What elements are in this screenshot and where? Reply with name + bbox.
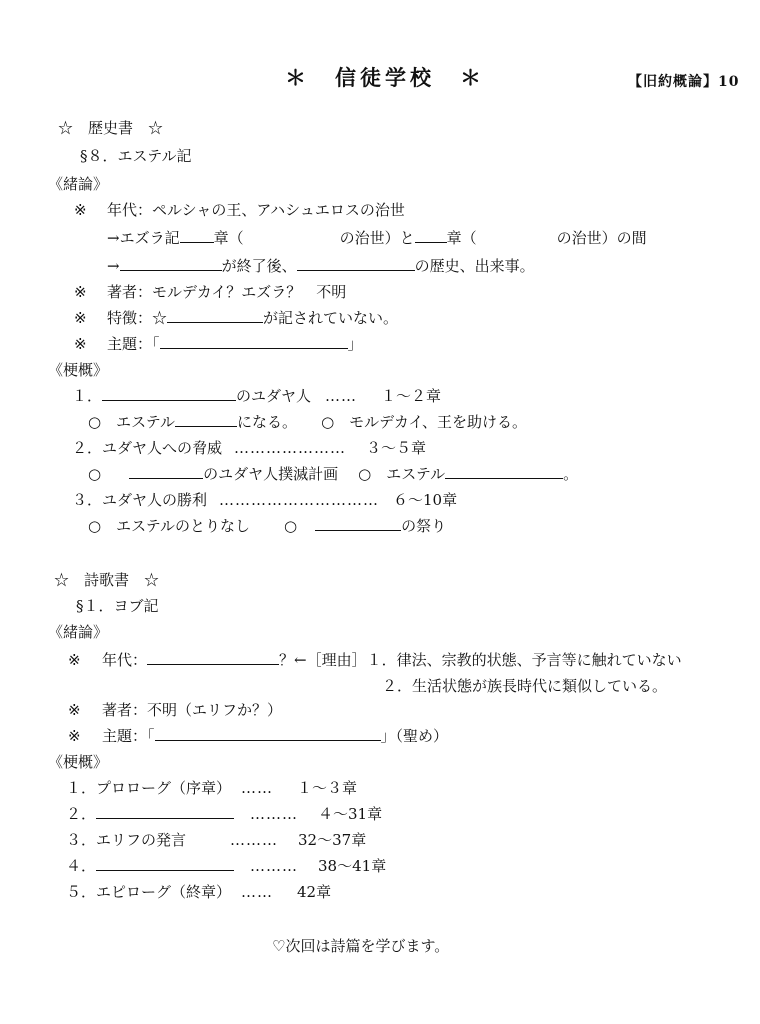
- chapter-range: ４～31章: [318, 805, 383, 823]
- outline-sub: [88, 464, 578, 484]
- job-outline-item: [66, 804, 382, 824]
- outline-text: ○ モルデカイ、王を助ける。: [321, 413, 528, 431]
- section-heading-history: ☆ 歴史書 ☆: [58, 119, 164, 137]
- blank-field[interactable]: [147, 650, 279, 665]
- outline-text: ３．ユダヤ人の勝利: [72, 491, 208, 509]
- outline-text: ２．ユダヤ人への脅威: [72, 439, 223, 457]
- blank-field[interactable]: [445, 464, 563, 479]
- chapter-range: ３～５章: [366, 439, 427, 457]
- job-outline-item: [66, 778, 357, 798]
- book-title-esther: §８．エステル記: [80, 147, 192, 165]
- job-outline-item: [66, 830, 366, 850]
- era-text: 章（: [446, 229, 477, 247]
- outline-num: １．: [72, 387, 103, 405]
- section-heading-poetry: ☆ 詩歌書 ☆: [54, 571, 160, 589]
- era-line: [102, 650, 682, 670]
- era-text: →: [107, 257, 120, 275]
- outline-text: ○: [284, 517, 298, 535]
- leader-dots: ………: [250, 857, 299, 875]
- chapter-range: 38～41章: [318, 857, 387, 875]
- blank-field[interactable]: [129, 464, 203, 479]
- chapter-range: 32～37章: [298, 831, 367, 849]
- outline-label: 《梗概》: [48, 753, 109, 771]
- era-line: 年代：ペルシャの王、アハシュエロスの治世: [107, 201, 405, 219]
- era-text: 年代：: [102, 651, 148, 669]
- era-text: の歴史、出来事。: [414, 257, 535, 275]
- chapter-range: １～３章: [297, 779, 358, 797]
- chapter-range: １～２章: [381, 387, 442, 405]
- theme-text: 主題：「: [107, 335, 160, 353]
- chapter-range: 42章: [297, 883, 332, 901]
- outline-label: 《梗概》: [48, 361, 109, 379]
- intro-label: 《緒論》: [48, 175, 109, 193]
- theme-text: 」: [347, 335, 363, 353]
- feature-line: [107, 308, 398, 328]
- feature-text: 特徴：☆: [107, 309, 168, 327]
- era-text: が終了後、: [221, 257, 297, 275]
- theme-text: 」（聖め）: [380, 727, 449, 745]
- blank-field[interactable]: [96, 804, 234, 819]
- book-title-job: §１．ヨブ記: [76, 597, 159, 615]
- note-mark: ※: [68, 701, 81, 719]
- blank-field[interactable]: [96, 856, 234, 871]
- page-title: ＊ 信徒学校 ＊: [285, 65, 485, 90]
- outline-text: ５．エピローグ（終章）: [66, 883, 232, 901]
- blank-field[interactable]: [180, 228, 214, 243]
- era-text: →エズラ記: [107, 229, 180, 247]
- chapter-range: ６～10章: [393, 491, 458, 509]
- blank-field[interactable]: [167, 308, 263, 323]
- era-reason-2: ２．生活状態が族長時代に類似している。: [382, 677, 668, 695]
- outline-item-1: [72, 386, 441, 406]
- leader-dots: …………………: [234, 439, 347, 457]
- outline-text: ２．: [66, 805, 97, 823]
- theme-line: [107, 334, 363, 354]
- era-text: の治世）と: [339, 229, 415, 247]
- outline-text: のユダヤ人撲滅計画: [203, 465, 339, 483]
- blank-field[interactable]: [102, 386, 236, 401]
- outline-sub: [88, 412, 527, 432]
- intro-label: 《緒論》: [48, 623, 109, 641]
- leader-dots: ………: [250, 805, 299, 823]
- author-line: 著者：モルデカイ？エズラ？ 不明: [107, 283, 347, 301]
- outline-text: 。: [563, 465, 579, 483]
- outline-text: のユダヤ人: [236, 387, 312, 405]
- era-line-3: [107, 256, 535, 276]
- leader-dots: ……: [241, 779, 274, 797]
- theme-line: [102, 726, 448, 746]
- job-outline-item: [66, 882, 331, 902]
- outline-text: になる。: [237, 413, 298, 431]
- outline-text: ○ エステル: [358, 465, 446, 483]
- leader-dots: ……: [325, 387, 358, 405]
- leader-dots: ……: [241, 883, 274, 901]
- blank-field[interactable]: [415, 228, 447, 243]
- leader-dots: …………………………: [219, 491, 380, 509]
- theme-text: 主題：「: [102, 727, 155, 745]
- note-mark: ※: [74, 335, 87, 353]
- blank-field[interactable]: [315, 516, 401, 531]
- leader-dots: ………: [230, 831, 279, 849]
- feature-text: が記されていない。: [263, 309, 399, 327]
- note-mark: ※: [74, 201, 87, 219]
- outline-text: ○ エステル: [88, 413, 176, 431]
- era-text: ？←［理由］１．律法、宗教的状態、予言等に触れていない: [279, 651, 682, 669]
- note-mark: ※: [68, 651, 81, 669]
- note-mark: ※: [68, 727, 81, 745]
- blank-field[interactable]: [120, 256, 222, 271]
- outline-text: ３．エリフの発言: [66, 831, 187, 849]
- outline-text: ○ エステルのとりなし: [88, 517, 251, 535]
- era-text: 章（: [213, 229, 244, 247]
- note-mark: ※: [74, 283, 87, 301]
- era-text: の治世）の間: [556, 229, 647, 247]
- outline-text: ○: [88, 465, 102, 483]
- blank-field[interactable]: [160, 334, 348, 349]
- outline-item-3: [72, 490, 457, 510]
- footer-note: ♡次回は詩篇を学びます。: [272, 937, 450, 955]
- author-line: 著者：不明（エリフか？）: [102, 701, 283, 719]
- blank-field[interactable]: [297, 256, 415, 271]
- blank-field[interactable]: [175, 412, 237, 427]
- outline-item-2: [72, 438, 426, 458]
- job-outline-item: [66, 856, 386, 876]
- outline-text: の祭り: [401, 517, 447, 535]
- course-label: 【旧約概論】10: [628, 74, 740, 90]
- outline-text: ４．: [66, 857, 97, 875]
- note-mark: ※: [74, 309, 87, 327]
- era-line-2: [107, 228, 647, 248]
- outline-sub: [88, 516, 446, 536]
- outline-text: １．プロローグ（序章）: [66, 779, 232, 797]
- blank-field[interactable]: [155, 726, 381, 741]
